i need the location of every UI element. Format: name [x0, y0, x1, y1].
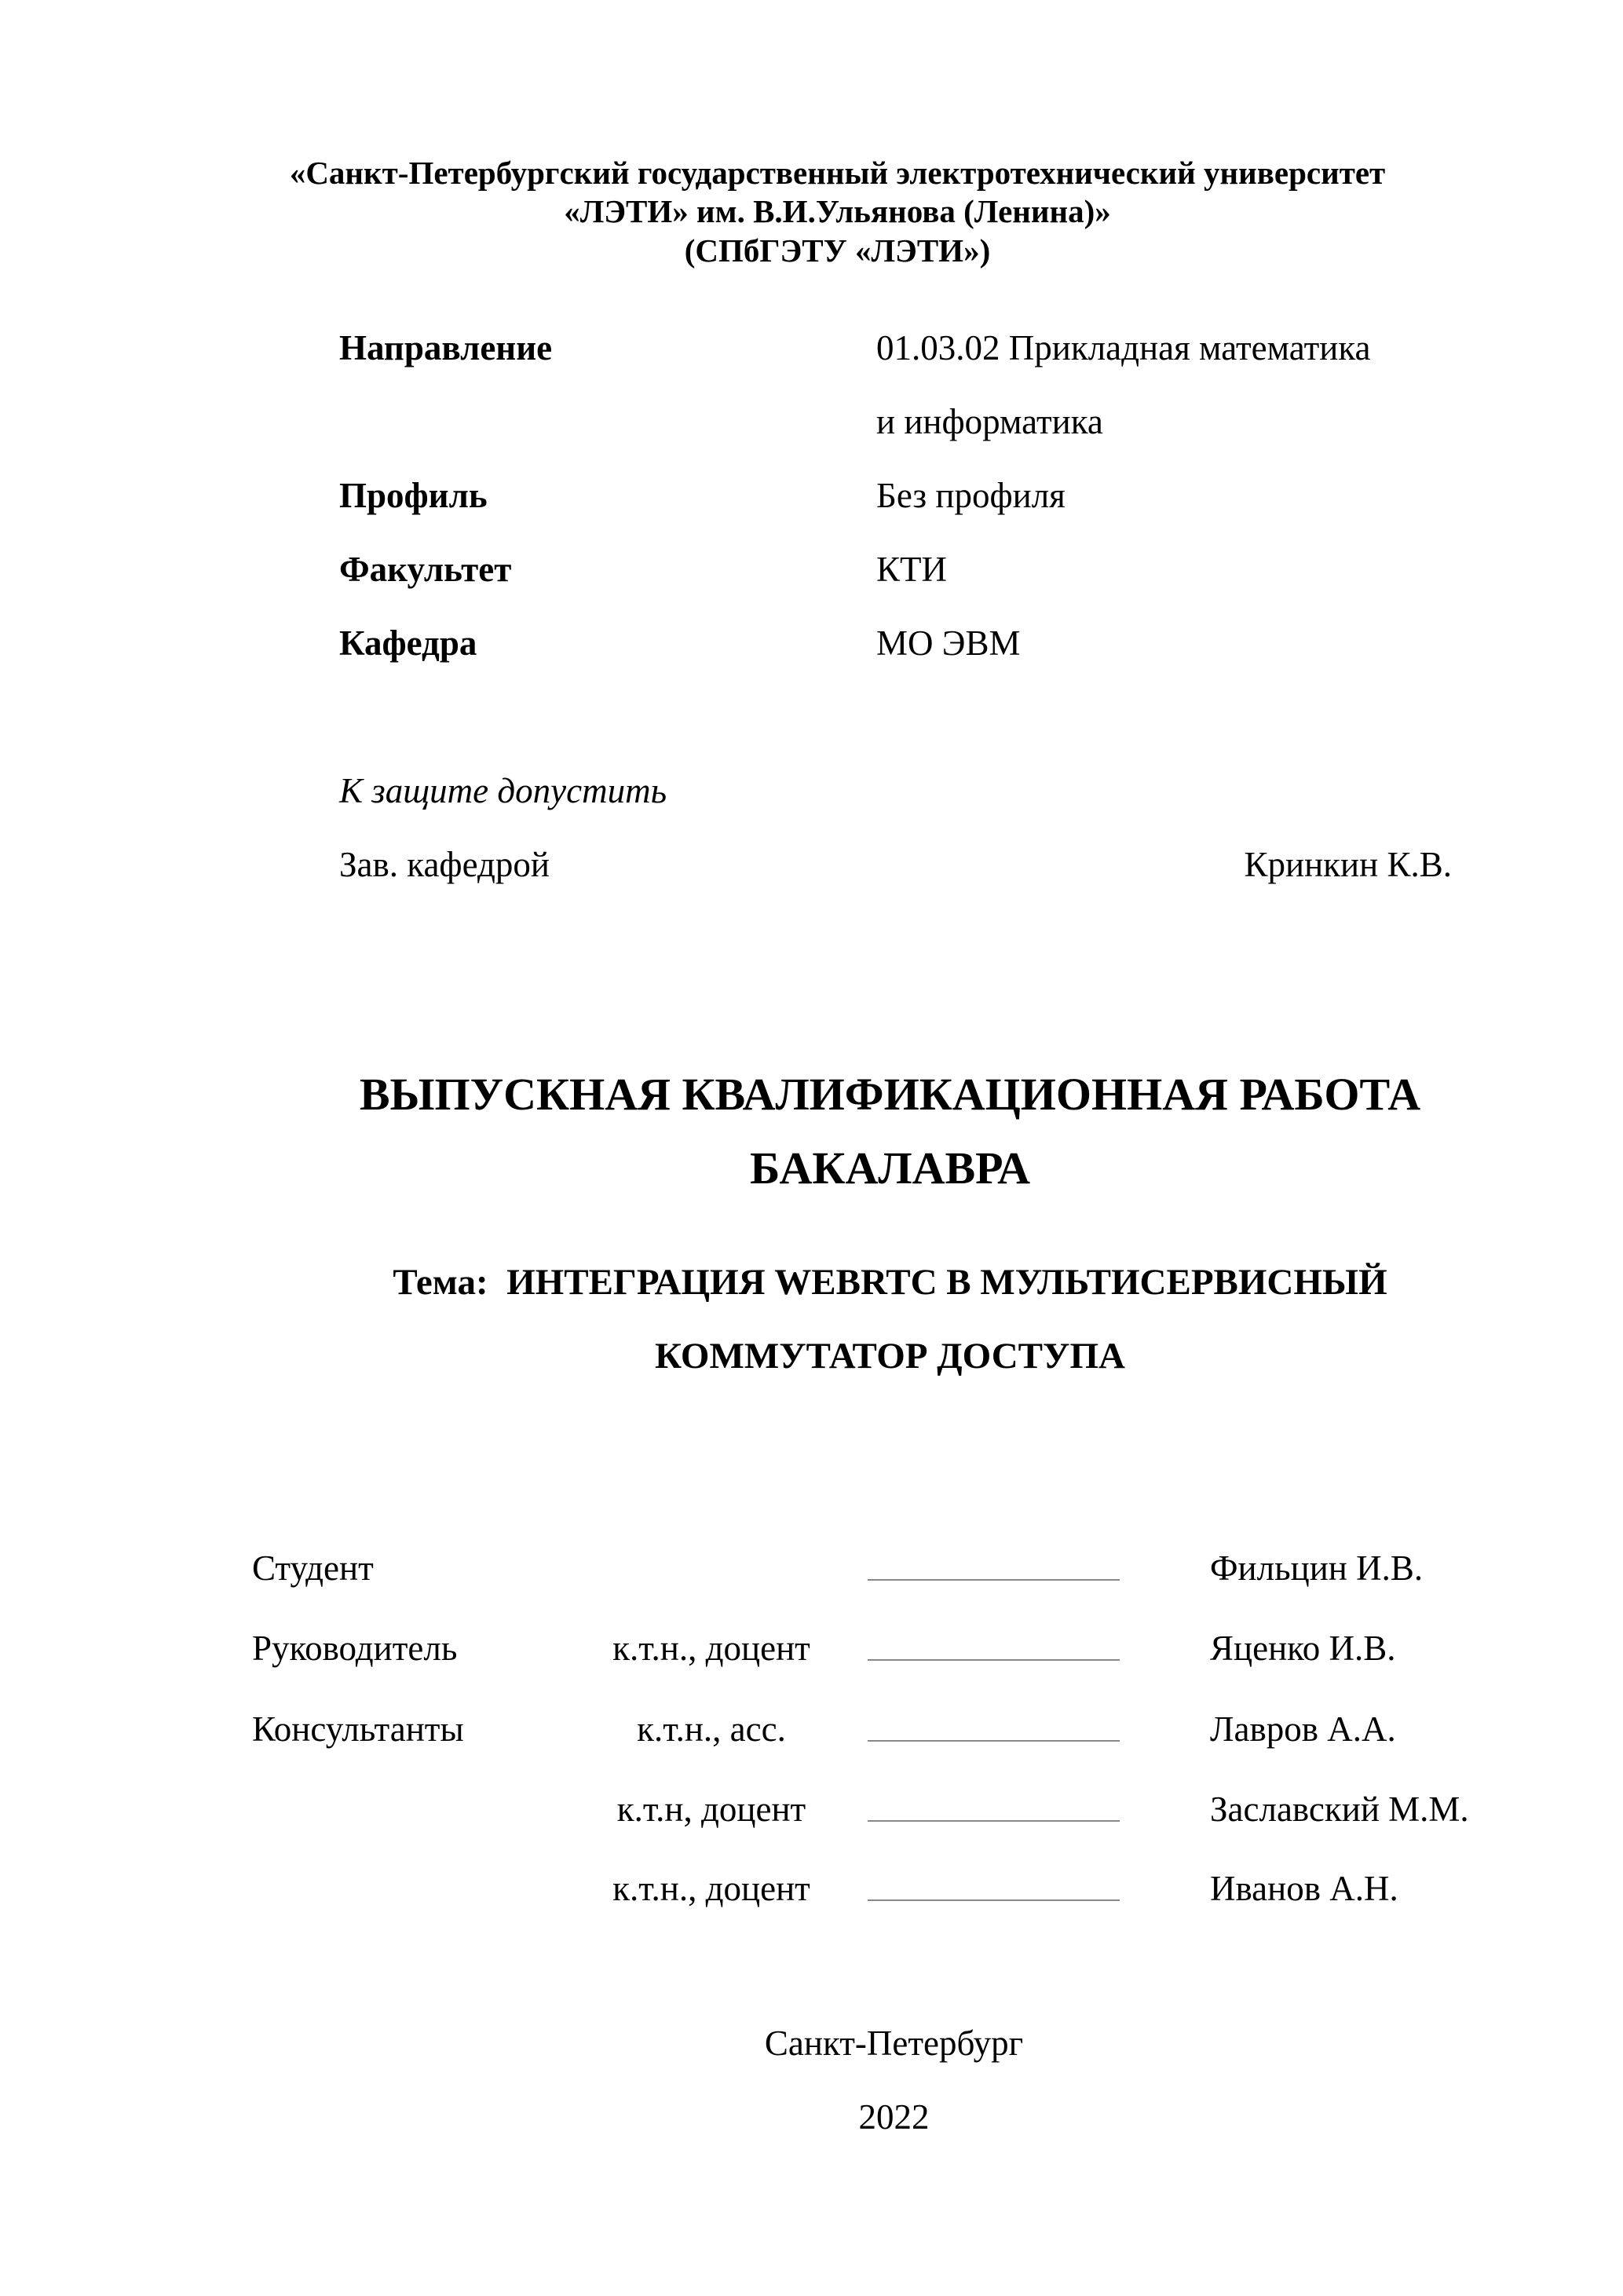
- footer-city: Санкт-Петербург: [764, 2024, 1024, 2063]
- signature-line: [868, 1899, 1120, 1901]
- info-value-department: МО ЭВМ: [876, 623, 1021, 663]
- footer-year: 2022: [858, 2097, 930, 2137]
- signature-name: Фильцин И.В.: [1210, 1548, 1424, 1588]
- signature-role: Консультанты: [252, 1709, 464, 1749]
- signature-line: [868, 1820, 1120, 1822]
- admission-note: К защите допустить: [339, 771, 667, 810]
- signature-role: Студент: [252, 1548, 374, 1588]
- theme-line-1: [0, 1259, 1623, 1306]
- signature-name: Лавров А.А.: [1210, 1709, 1396, 1749]
- info-label-department: Кафедра: [339, 623, 477, 663]
- info-value-direction: 01.03.02 Прикладная математика: [876, 328, 1371, 367]
- signature-name: Иванов А.Н.: [1210, 1869, 1398, 1908]
- info-value-direction-cont: и информатика: [876, 402, 1103, 441]
- theme-text-1: ИНТЕГРАЦИЯ WEBRTC В МУЛЬТИСЕРВИСНЫЙ: [506, 1262, 1387, 1303]
- signature-line: [868, 1740, 1120, 1742]
- document-title-line-2: БАКАЛАВРА: [749, 1143, 1031, 1194]
- signature-line: [868, 1579, 1120, 1581]
- signature-degree: [554, 1545, 868, 1592]
- info-label-profile: Профиль: [339, 476, 488, 515]
- signature-degree: к.т.н., доцент: [612, 1629, 810, 1668]
- header-line-1: «Санкт-Петербургский государственный электротехнический университет: [289, 155, 1386, 191]
- signature-role: Руководитель: [252, 1629, 458, 1668]
- theme-line-2: КОММУТАТОР ДОСТУПА: [655, 1336, 1125, 1377]
- info-label-direction: Направление: [339, 328, 553, 367]
- signature-line: [868, 1659, 1120, 1661]
- admission-role: Зав. кафедрой: [339, 845, 550, 884]
- signature-name: Заславский М.М.: [1210, 1790, 1469, 1829]
- info-label-faculty: Факультет: [339, 550, 512, 589]
- info-value-profile: Без профиля: [876, 476, 1066, 515]
- signature-name: Яценко И.В.: [1210, 1629, 1396, 1668]
- signature-degree: к.т.н., асс.: [637, 1709, 786, 1749]
- document-title-line-1: ВЫПУСКНАЯ КВАЛИФИКАЦИОННАЯ РАБОТА: [359, 1069, 1421, 1120]
- info-value-faculty: КТИ: [876, 550, 947, 589]
- admission-name: Кринкин К.В.: [1244, 845, 1452, 884]
- header-line-3: (СПбГЭТУ «ЛЭТИ»): [684, 232, 991, 269]
- header-line-2: «ЛЭТИ» им. В.И.Ульянова (Ленина)»: [564, 193, 1111, 229]
- theme-label: Тема:: [393, 1262, 488, 1303]
- signature-degree: к.т.н, доцент: [616, 1790, 806, 1829]
- signature-degree: к.т.н., доцент: [612, 1869, 810, 1908]
